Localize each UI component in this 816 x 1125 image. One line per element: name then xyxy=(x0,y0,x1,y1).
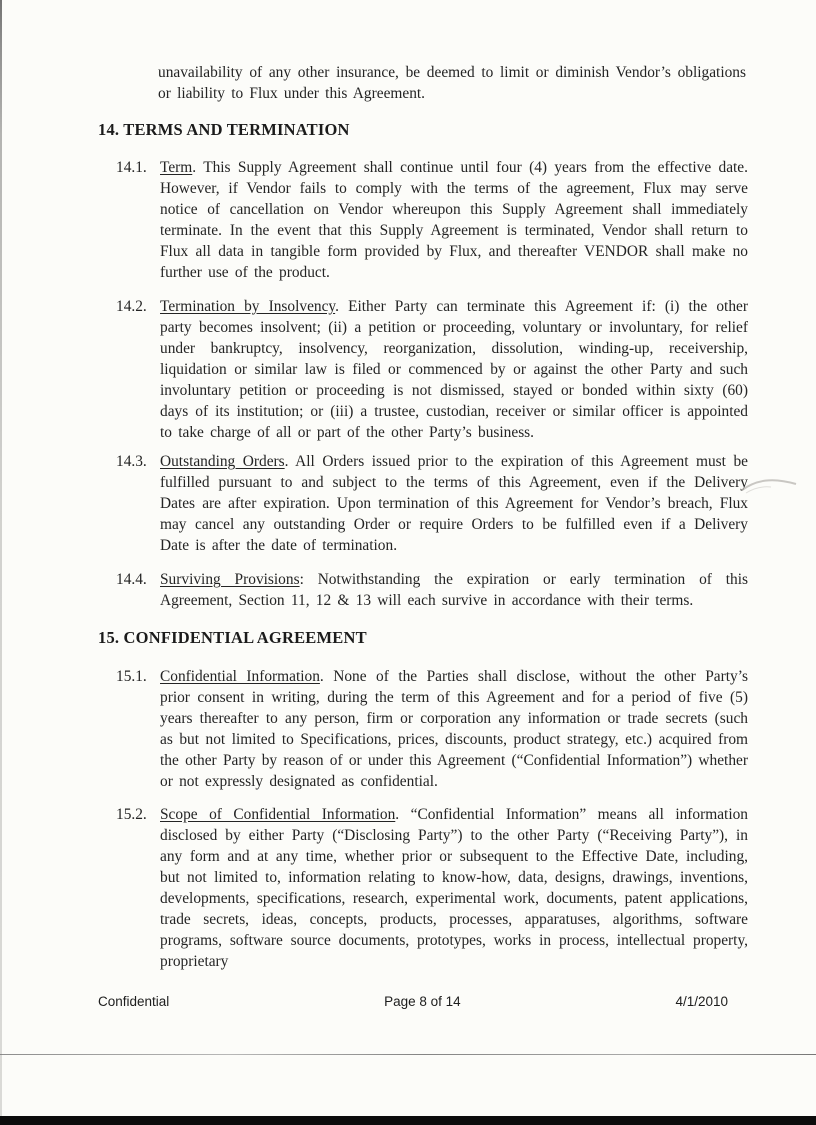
clause-number: 14.2. xyxy=(116,298,147,315)
clause-title: Scope of Confidential Information xyxy=(160,806,396,823)
clause-paragraph xyxy=(160,451,748,556)
clause-number: 15.1. xyxy=(116,668,147,685)
clause-14-2 xyxy=(116,296,748,443)
clause-15-1 xyxy=(116,666,748,792)
clause-14-4 xyxy=(116,569,748,611)
clause-body: This Supply Agreement shall continue until four (4) years from the effective date. However, if Vendor fails to comply with the terms of the agreement, Flux may serve notice of cancellation on Vendor whereupon this Supply Agreement shall immediately terminate. In the event that this Supply Agreement is terminated, Vendor shall return to Flux all data in tangible form provided by Flux, and thereafter VENDOR shall make no further use of the product. xyxy=(160,159,748,281)
clause-number: 15.2. xyxy=(116,806,147,823)
footer-page-number: Page 8 of 14 xyxy=(384,994,461,1009)
footer-date: 4/1/2010 xyxy=(675,994,728,1009)
continuation-paragraph: unavailability of any other insurance, be deemed to limit or diminish Vendor’s obligations or liability to Flux under this Agreement. xyxy=(158,64,746,102)
clause-number: 14.1. xyxy=(116,159,147,176)
clause-paragraph xyxy=(160,569,748,611)
clause-14-1 xyxy=(116,157,748,283)
clause-paragraph xyxy=(160,296,748,443)
clause-body: Either Party can terminate this Agreement if: (i) the other party becomes insolvent; (ii) a petition or proceeding, voluntary or involuntary, for relief under bankruptcy, insolvency, reorganization, dissolution, winding-up, receivership, liquidation or similar law is filed or commenced by or against the other Party and such involuntary petition or proceeding is not dismissed, stayed or bonded within sixty (60) days of its institution; or (iii) a trustee, custodian, receiver or similar officer is appointed to take charge of all or part of the other Party’s business. xyxy=(160,298,748,441)
clause-number: 14.4. xyxy=(116,571,147,588)
clause-separator: . xyxy=(284,453,296,470)
clause-separator: . xyxy=(319,668,334,685)
scanner-black-bar-artifact xyxy=(0,1116,816,1125)
pencil-mark-artifact xyxy=(738,472,802,502)
clause-body: All Orders issued prior to the expiration of this Agreement must be fulfilled pursuant to and subject to the terms of this Agreement, even if the Delivery Dates are after expiration. Upon termination of this Agreement for Vendor’s breach, Flux may cancel any outstanding Order or require Orders to be fulfilled even if a Delivery Date is after the date of termination. xyxy=(160,453,748,554)
scan-edge-left-artifact xyxy=(0,0,2,1125)
clause-15-2 xyxy=(116,804,748,972)
section-15-heading: 15. CONFIDENTIAL AGREEMENT xyxy=(98,628,367,647)
clause-paragraph xyxy=(160,157,748,283)
page-footer xyxy=(98,994,728,1009)
clause-body: “Confidential Information” means all information disclosed by either Party (“Disclosing Party”) to the other Party (“Receiving Party”), in any form and at any time, whether prior or subsequent to the Effective Date, including, but not limited to, information relating to know-how, data, designs, drawings, inventions, developments, specifications, research, experimental work, documents, patent applications, trade secrets, ideas, concepts, products, processes, apparatuses, algorithms, software programs, software source documents, prototypes, works in process, intellectual property, proprietary xyxy=(160,806,748,970)
section-14-heading: 14. TERMS AND TERMINATION xyxy=(98,120,350,139)
clause-separator: : xyxy=(299,571,318,588)
clause-title: Surviving Provisions xyxy=(160,571,300,588)
footer-confidential-label: Confidential xyxy=(98,994,170,1009)
clause-title: Outstanding Orders xyxy=(160,453,285,470)
clause-body: None of the Parties shall disclose, without the other Party’s prior consent in writing, during the term of this Agreement and for a period of five (5) years thereafter to any person, firm or corporation any information or trade secrets (such as but not limited to Specifications, prices, discounts, product strategy, etc.) acquired from the other Party by reason of or under this Agreement (“Confidential Information”) whether or not expressly designated as confidential. xyxy=(160,668,748,790)
clause-title: Termination by Insolvency xyxy=(160,298,336,315)
clause-14-3 xyxy=(116,451,748,556)
clause-title: Confidential Information xyxy=(160,668,320,685)
clause-body: Notwithstanding the expiration or early termination of this Agreement, Section 11, 12 & 13 will each survive in accordance with their terms. xyxy=(160,571,748,609)
clause-separator: . xyxy=(395,806,411,823)
clause-number: 14.3. xyxy=(116,453,147,470)
clause-paragraph xyxy=(160,804,748,972)
scan-horizontal-rule-artifact xyxy=(0,1054,816,1055)
clause-separator: . xyxy=(192,159,204,176)
clause-title: Term xyxy=(160,159,193,176)
clause-paragraph xyxy=(160,666,748,792)
clause-separator: . xyxy=(335,298,349,315)
